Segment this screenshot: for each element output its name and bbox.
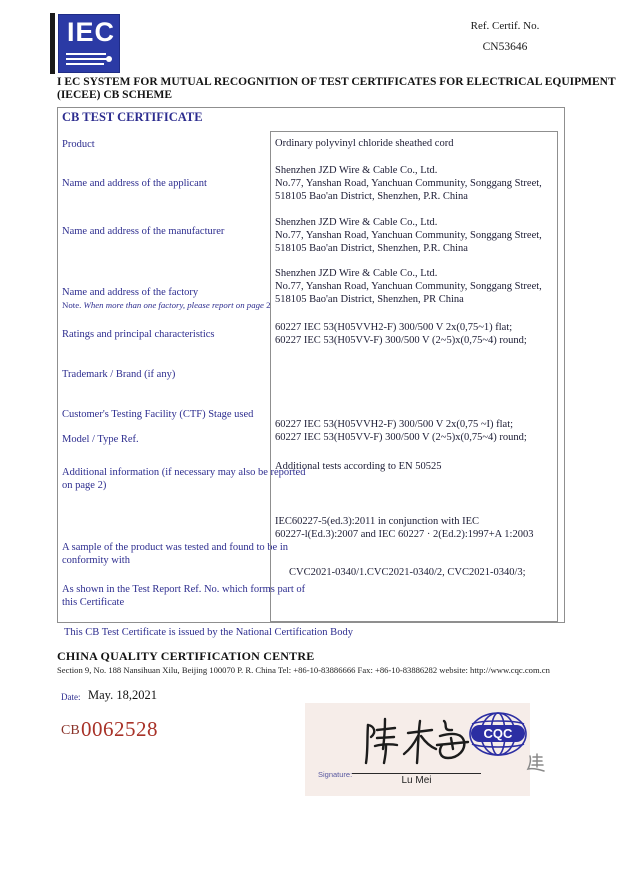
ref-certif-number: CN53646	[482, 41, 528, 53]
value-factory-line: 518105 Bao'an District, Shenzhen, PR China	[275, 294, 464, 305]
value-additional: Additional tests according to EN 50525	[275, 461, 442, 472]
label-trademark: Trademark / Brand (if any)	[62, 369, 176, 380]
value-model-line: 60227 IEC 53(H05VV-F) 300/500 V (2~5)x(0,75~4) round;	[275, 432, 527, 443]
stamp-character	[526, 753, 546, 775]
iec-logo-line	[66, 58, 110, 60]
iec-logo-dot	[106, 56, 112, 62]
scheme-title-line1: I EC SYSTEM FOR MUTUAL RECOGNITION OF TEST CERTIFICATES FOR ELECTRICAL EQUIPMENT	[57, 76, 616, 88]
label-conformity-line2: conformity with	[62, 555, 130, 566]
signature-label: Signature:	[318, 770, 353, 779]
iec-logo-spine-bar	[50, 13, 55, 74]
value-test-report: CVC2021-0340/1.CVC2021-0340/2, CVC2021-0340/3;	[289, 567, 526, 578]
signature-scan-patch	[305, 703, 530, 796]
signature-handwriting	[358, 713, 478, 771]
value-factory-line: No.77, Yanshan Road, Yanchuan Community, Songgang Street,	[275, 281, 542, 292]
iec-logo-text: IEC	[67, 17, 116, 47]
issued-by-statement: This CB Test Certificate is issued by the National Certification Body	[64, 627, 353, 638]
date-value: May. 18,2021	[88, 688, 157, 702]
label-factory: Name and address of the factory	[62, 287, 199, 298]
signature-name: Lu Mei	[401, 775, 432, 786]
value-manufacturer-line: No.77, Yanshan Road, Yanchuan Community, Songgang Street,	[275, 230, 542, 241]
value-ratings-line: 60227 IEC 53(H05VV-F) 300/500 V (2~5)x(0,75~4) round;	[275, 335, 527, 346]
label-report-line1: As shown in the Test Report Ref. No. which forms part of	[62, 584, 306, 595]
factory-note-suffix: 2	[266, 300, 271, 310]
label-report-line2: this Certificate	[62, 597, 125, 608]
value-conformity-line: IEC60227-5(ed.3):2011 in conjunction with IEC	[275, 516, 480, 527]
scheme-title-line2: (IECEE) CB SCHEME	[57, 89, 173, 101]
iec-logo-line	[66, 53, 106, 55]
label-ctf: Customer's Testing Facility (CTF) Stage used	[62, 409, 254, 420]
label-additional-line2: on page 2)	[62, 480, 107, 491]
label-model: Model / Type Ref.	[62, 434, 139, 445]
iec-logo	[58, 14, 120, 73]
label-additional-line1: Additional information (if necessary may also be reported	[62, 467, 306, 478]
values-box	[270, 131, 558, 622]
cb-number: 0062528	[81, 717, 158, 741]
label-product: Product	[62, 139, 95, 150]
certification-centre-address: Section 9, No. 188 Nansihuan Xilu, Beijing 100070 P. R. China Tel: +86-10-83886666 Fax: +86-10-83886282 website: http://www.cqc.com.cn	[57, 665, 550, 675]
reference-block	[430, 20, 580, 53]
value-applicant-line: 518105 Bao'an District, Shenzhen, P.R. China	[275, 191, 468, 202]
cqc-logo	[468, 711, 528, 757]
iec-logo-line	[66, 63, 104, 65]
cb-number-prefix: CB	[61, 723, 80, 738]
value-product: Ordinary polyvinyl chloride sheathed cord	[275, 138, 454, 149]
ref-certif-label: Ref. Certif. No.	[470, 20, 540, 32]
certificate-table	[57, 107, 565, 623]
cqc-logo-text: CQC	[483, 726, 513, 741]
value-conformity-line: 60227-l(Ed.3):2007 and IEC 60227 · 2(Ed.2):1997+A 1:2003	[275, 529, 534, 540]
label-ratings: Ratings and principal characteristics	[62, 329, 215, 340]
certification-centre-name: CHINA QUALITY CERTIFICATION CENTRE	[57, 649, 315, 663]
value-manufacturer-line: Shenzhen JZD Wire & Cable Co., Ltd.	[275, 217, 438, 228]
certificate-title: CB TEST CERTIFICATE	[62, 110, 203, 124]
value-manufacturer-line: 518105 Bao'an District, Shenzhen, P.R. China	[275, 243, 468, 254]
label-applicant: Name and address of the applicant	[62, 178, 207, 189]
factory-note	[62, 300, 271, 310]
value-ratings-line: 60227 IEC 53(H05VVH2-F) 300/500 V 2x(0,75~1) flat;	[275, 322, 513, 333]
value-applicant-line: Shenzhen JZD Wire & Cable Co., Ltd.	[275, 165, 438, 176]
value-model-line: 60227 IEC 53(H05VVH2-F) 300/500 V 2x(0,75 ~I) flat;	[275, 419, 514, 430]
label-conformity-line1: A sample of the product was tested and found to be in	[62, 542, 288, 553]
label-manufacturer: Name and address of the manufacturer	[62, 226, 225, 237]
signature-line	[352, 773, 481, 774]
factory-note-prefix: Note.	[62, 300, 82, 310]
factory-note-italic: When more than one factory, please report on page	[83, 300, 264, 310]
value-factory-line: Shenzhen JZD Wire & Cable Co., Ltd.	[275, 268, 438, 279]
value-applicant-line: No.77, Yanshan Road, Yanchuan Community, Songgang Street,	[275, 178, 542, 189]
date-label: Date:	[61, 692, 81, 702]
